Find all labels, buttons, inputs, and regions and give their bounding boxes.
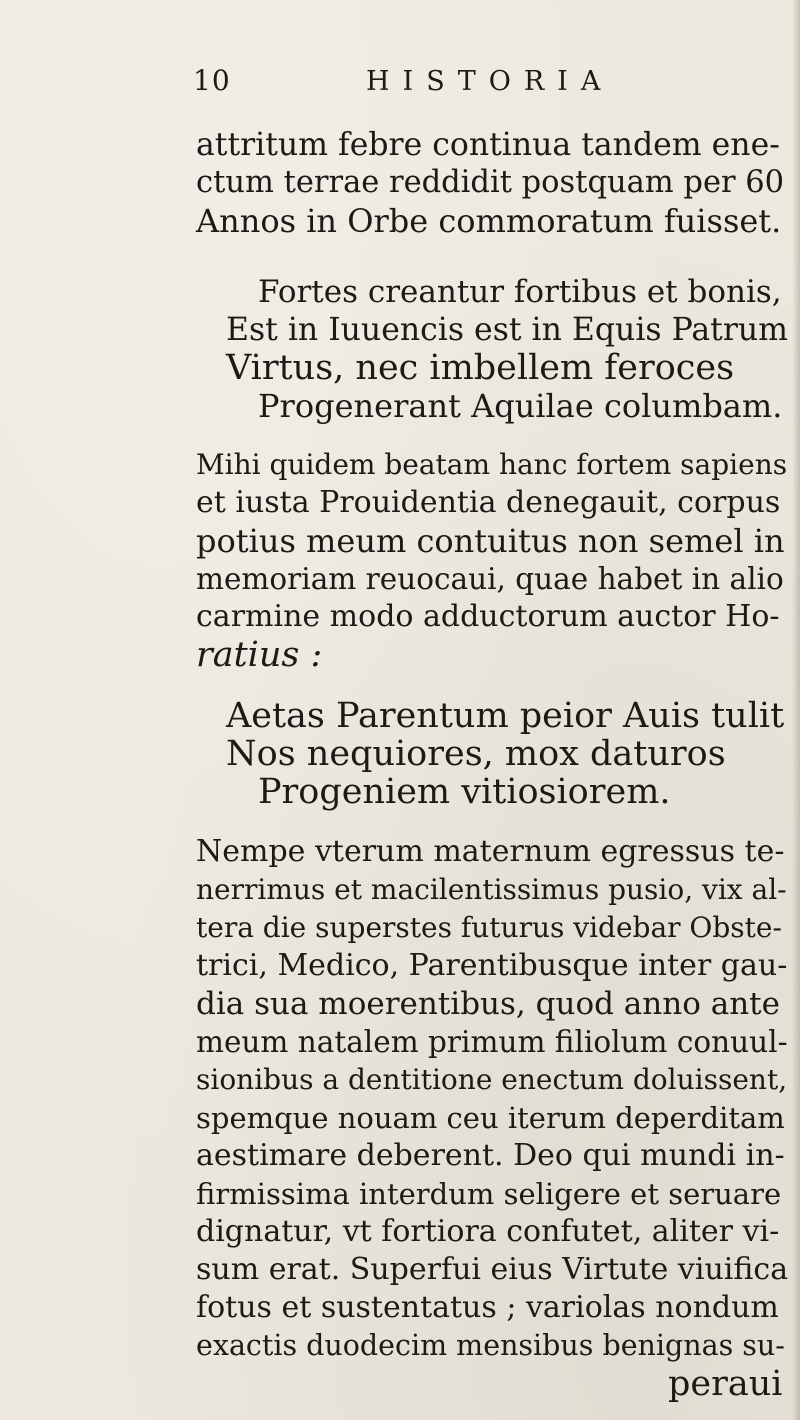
text-line: Annos in Orbe commoratum fuisset.: [196, 202, 782, 240]
verse-line: Fortes creantur fortibus et bonis,: [258, 274, 782, 310]
text-line: firmissima interdum seligere et seruare: [196, 1177, 782, 1211]
text-line: spemque nouam ceu iterum deperditam: [196, 1101, 785, 1135]
text-line: fotus et sustentatus ; variolas nondum: [196, 1290, 779, 1325]
text-line: Mihi quidem beatam hanc fortem sapiens: [196, 448, 788, 481]
page-edge-shadow: [792, 0, 800, 1420]
running-head: [0, 64, 800, 104]
text-line: ctum terrae reddidit postquam per 60: [196, 165, 785, 200]
running-title: HISTORIA: [366, 66, 614, 97]
verse-line: Progenerant Aquilae columbam.: [258, 387, 783, 425]
text-line: sum erat. Superfui eius Virtute viuifica: [196, 1252, 789, 1287]
verse-line: Aetas Parentum peior Auis tulit: [226, 696, 785, 736]
verse-line: Progeniem vitiosiorem.: [258, 772, 671, 812]
text-line: meum natalem primum filiolum conuul-: [196, 1025, 788, 1059]
text-line: et iusta Prouidentia denegauit, corpus: [196, 485, 781, 520]
verse-line: Est in Iuuencis est in Equis Patrum: [226, 312, 789, 348]
text-line: trici, Medico, Parentibusque inter gau-: [196, 948, 788, 983]
text-line: potius meum contuitus non semel in: [196, 522, 785, 560]
text-line: nerrimus et macilentissimus pusio, vix al-: [196, 873, 787, 906]
text-line: exactis duodecim mensibus benignas su-: [196, 1329, 785, 1362]
text-line: dia sua moerentibus, quod anno ante: [196, 986, 780, 1022]
text-line: attritum febre continua tandem ene-: [196, 127, 780, 163]
text-line: Nempe vterum maternum egressus te-: [196, 834, 785, 869]
text-line: ratius :: [196, 635, 323, 675]
text-line: tera die superstes futurus videbar Obste-: [196, 911, 782, 944]
text-line: dignatur, vt fortiora confutet, aliter vi-: [196, 1214, 780, 1249]
page-number: 10: [193, 64, 231, 97]
text-line: peraui: [668, 1364, 783, 1404]
text-line: aestimare deberent. Deo qui mundi in-: [196, 1138, 785, 1173]
text-line: sionibus a dentitione enectum doluissent,: [196, 1063, 788, 1096]
text-line: memoriam reuocaui, quae habet in alio: [196, 562, 784, 596]
text-line: carmine modo adductorum auctor Ho-: [196, 599, 780, 634]
verse-line: Virtus, nec imbellem feroces: [226, 348, 735, 388]
verse-line: Nos nequiores, mox daturos: [226, 734, 726, 774]
